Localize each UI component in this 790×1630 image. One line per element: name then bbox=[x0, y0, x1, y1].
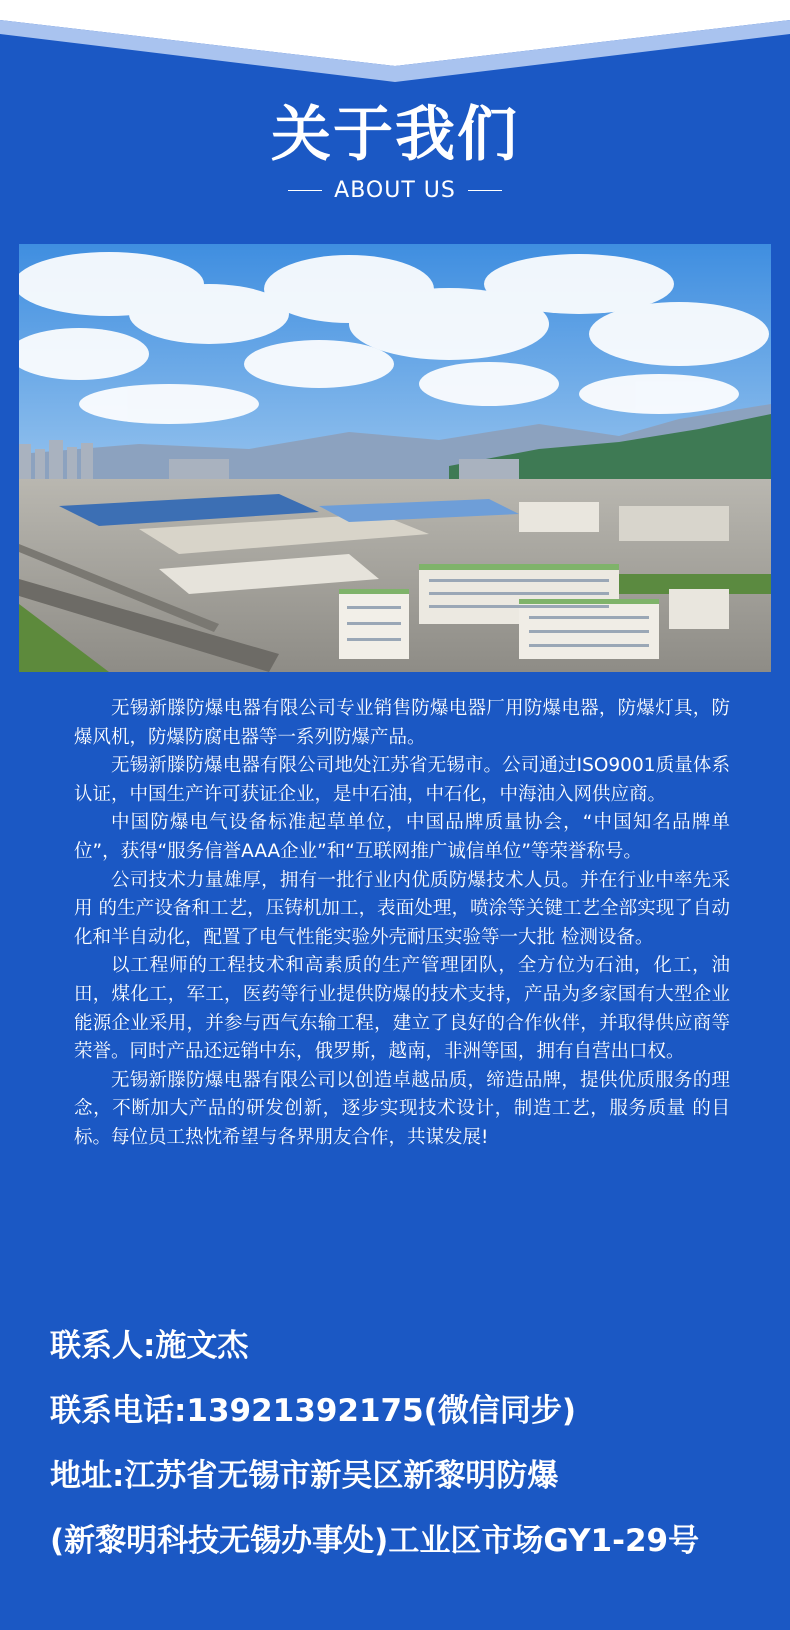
company-introduction bbox=[74, 695, 730, 1153]
subtitle-right-line bbox=[468, 190, 502, 191]
page-title: 关于我们 bbox=[271, 100, 519, 170]
intro-paragraph: 中国防爆电气设备标准起草单位，中国品牌质量协会，“中国知名品牌单位”，获得“服务信誉AAA企业”和“互联网推广诚信单位”等荣誉称号。 bbox=[74, 812, 730, 862]
contact-phone: 联系电话:13921392175(微信同步) bbox=[50, 1393, 577, 1429]
intro-paragraph: 无锡新滕防爆电器有限公司以创造卓越品质，缔造品牌，提供优质服务的理念，不断加大产品的研发创新，逐步实现技术设计，制造工艺，服务质量 的目标。每位员工热忱希望与各界朋友合作，共谋发展! bbox=[74, 1069, 730, 1148]
page-subtitle bbox=[0, 178, 790, 203]
intro-paragraph: 无锡新滕防爆电器有限公司专业销售防爆电器厂用防爆电器，防爆灯具，防爆风机，防爆防腐电器等一系列防爆产品。 bbox=[74, 698, 730, 748]
subtitle-text: ABOUT US bbox=[334, 178, 456, 203]
top-chevron-banner bbox=[0, 0, 790, 100]
intro-paragraph: 无锡新滕防爆电器有限公司地处江苏省无锡市。公司通过ISO9001质量体系认证，中国生产许可获证企业，是中石油，中石化，中海油入网供应商。 bbox=[74, 755, 730, 805]
contact-person: 联系人:施文杰 bbox=[50, 1328, 249, 1364]
industrial-park-photo bbox=[19, 244, 771, 672]
subtitle-left-line bbox=[288, 190, 322, 191]
intro-paragraph: 公司技术力量雄厚，拥有一批行业内优质防爆技术人员。并在行业中率先采用 的生产设备和工艺，压铸机加工，表面处理，喷涂等关键工艺全部实现了自动化和半自动化，配置了电气性能实验外壳耐压实验等一大批 检测设备。 bbox=[74, 869, 730, 948]
contact-address-line-2: (新黎明科技无锡办事处)工业区市场GY1-29号 bbox=[50, 1523, 700, 1559]
intro-paragraph: 以工程师的工程技术和高素质的生产管理团队，全方位为石油，化工，油田，煤化工，军工，医药等行业提供防爆的技术支持，产品为多家国有大型企业能源企业采用，并参与西气东输工程，建立了良好的合作伙伴，并取得供应商等荣誉。同时产品还远销中东，俄罗斯，越南，非洲等国，拥有自营出口权。 bbox=[74, 955, 730, 1063]
contact-address-line-1: 地址:江苏省无锡市新吴区新黎明防爆 bbox=[50, 1458, 559, 1494]
